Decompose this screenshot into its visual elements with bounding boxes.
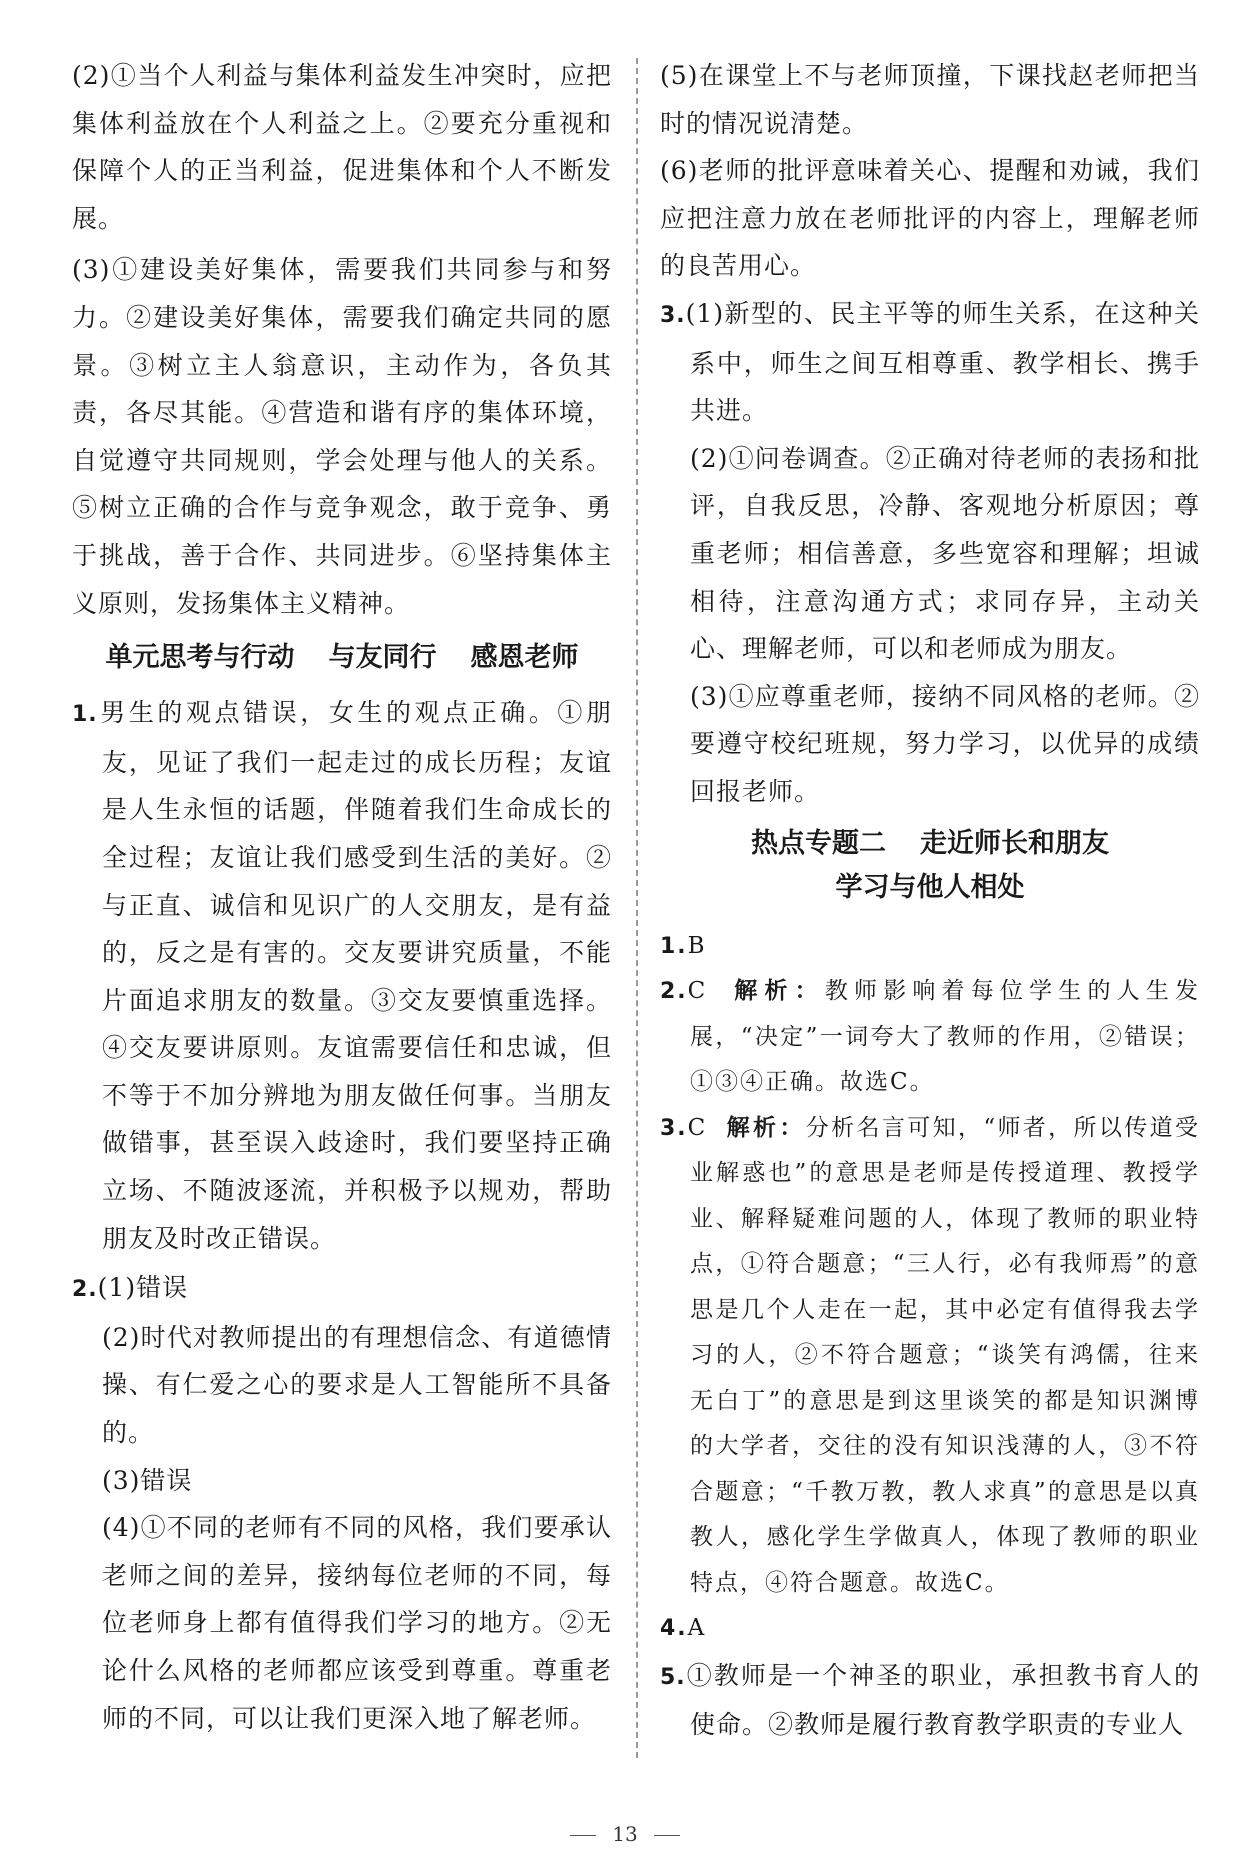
answer-choice: B xyxy=(687,932,707,959)
question-number: 1. xyxy=(72,702,98,728)
question-number: 3. xyxy=(660,302,686,328)
answer-text: (1)新型的、民主平等的师生关系，在这种关系中，师生之间互相尊重、教学相长、携手共进。 xyxy=(685,298,1200,426)
topic-title xyxy=(660,822,1200,910)
question-number: 3. xyxy=(660,1115,688,1141)
topic-subtitle: 学习与他人相处 xyxy=(835,871,1025,903)
section-title-part: 单元思考与行动 xyxy=(105,642,295,674)
answer-paragraph: (5)在课堂上不与老师顶撞，下课找赵老师把当时的情况说清楚。 xyxy=(660,61,1200,138)
analysis-text: 教师影响着每位学生的人生发展，“决定”一词夸大了教师的作用，②错误；①③④正确。故选C。 xyxy=(690,978,1201,1095)
analysis-text: 分析名言可知，“师者，所以传道受业解惑也”的意思是老师是传授道理、教授学业、解释疑难问题的人，体现了教师的职业特点，①符合题意；“三人行，必有我师焉”的意思是几个人走在一起，其中必定有值得我去学习的人，②不符合题意；“谈笑有鸿儒，往来无白丁”的意思是到这里谈笑的都是知识渊博的大学者，交往的没有知识浅薄的人，③不符合题意；“千教万教，教人求真”的意思是以真教人，感化学生学做真人，体现了教师的职业特点，④符合题意。故选C。 xyxy=(690,1114,1201,1596)
question-number: 5. xyxy=(660,1664,686,1690)
page-number: 13 xyxy=(612,1822,638,1846)
question-number: 2. xyxy=(660,979,688,1004)
answer-paragraph: (3)①应尊重老师，接纳不同风格的老师。②要遵守校纪班规，努力学习，以优异的成绩回报老师。 xyxy=(690,681,1200,806)
question-answer xyxy=(72,1264,612,1314)
question-answer xyxy=(660,290,1200,435)
answer-paragraph: (2)时代对教师提出的有理想信念、有道德情操、有仁爱之心的要求是人工智能所不具备的。 xyxy=(102,1322,612,1448)
answer-paragraph: (4)①不同的老师有不同的风格，我们要承认老师之间的差异，接纳每位老师的不同，每位老师身上都有值得我们学习的地方。②无论什么风格的老师都应该受到尊重。尊重老师的不同，可以让我们更深入地了解老师。 xyxy=(102,1513,612,1733)
section-title-part: 感恩老师 xyxy=(470,642,579,674)
answer-paragraph: (3)错误 xyxy=(102,1465,193,1495)
answer-text: 男生的观点错误，女生的观点正确。①朋友，见证了我们一起走过的成长历程；友谊是人生永恒的话题，伴随着我们生命成长的全过程；友谊让我们感受到生活的美好。②与正直、诚信和见识广的人交朋友，是有益的，反之是有害的。交友要讲究质量，不能片面追求朋友的数量。③交友要慎重选择。④交友要讲原则。友谊需要信任和忠诚，但不等于不加分辨地为朋友做任何事。当朋友做错事，甚至误入歧途时，我们要坚持正确立场、不随波逐流，并积极予以规劝，帮助朋友及时改正错误。 xyxy=(97,698,612,1253)
section-title-part: 与友同行 xyxy=(328,642,437,674)
question-answer xyxy=(660,1606,1200,1652)
left-column xyxy=(72,52,612,1742)
analysis-label: 解析： xyxy=(734,978,825,1004)
topic-title-part: 热点专题二 xyxy=(751,827,886,859)
answer-paragraph: (3)①建设美好集体，需要我们共同参与和努力。②建设美好集体，需要我们确定共同的愿景。③树立主人翁意识，主动作为，各负其责，各尽其能。④营造和谐有序的集体环境，自觉遵守共同规则，学会处理与他人的关系。⑤树立正确的合作与竞争观念，敢于竞争、勇于挑战，善于合作、共同进步。⑥坚持集体主义原则，发扬集体主义精神。 xyxy=(72,255,612,618)
answer-choice: C xyxy=(687,1114,708,1141)
answer-paragraph: (6)老师的批评意味着关心、提醒和劝诫，我们应把注意力放在老师批评的内容上，理解老师的良苦用心。 xyxy=(660,156,1200,281)
topic-title-part: 走近师长和朋友 xyxy=(920,827,1109,859)
right-column xyxy=(660,52,1200,1749)
answer-paragraph: (2)①问卷调查。②正确对待老师的表扬和批评，自我反思，冷静、客观地分析原因；尊重老师；相信善意，多些宽容和理解；坦诚相待，注意沟通方式；求同存异，主动关心、理解老师，可以和老师成为朋友。 xyxy=(690,443,1200,664)
analysis-label: 解析： xyxy=(726,1114,806,1141)
answer-paragraph: (2)①当个人利益与集体利益发生冲突时，应把集体利益放在个人利益之上。②要充分重视和保障个人的正当利益，促进集体和个人不断发展。 xyxy=(72,61,612,233)
question-number: 1. xyxy=(660,933,688,959)
question-answer xyxy=(72,689,612,1262)
answer-text: ①教师是一个神圣的职业，承担教书育人的使命。②教师是履行教育教学职责的专业人 xyxy=(685,1660,1200,1740)
question-number: 2. xyxy=(72,1277,98,1303)
answer-text: (1)错误 xyxy=(97,1273,189,1303)
question-answer xyxy=(660,924,1200,970)
section-title xyxy=(72,627,612,689)
answer-choice: C xyxy=(687,978,708,1004)
page-footer xyxy=(0,1822,1250,1846)
column-divider xyxy=(636,58,638,1758)
answer-choice: A xyxy=(687,1615,707,1641)
question-answer xyxy=(660,969,1200,1106)
question-answer xyxy=(660,1652,1200,1749)
question-answer xyxy=(660,1106,1200,1607)
question-number: 4. xyxy=(660,1616,688,1641)
